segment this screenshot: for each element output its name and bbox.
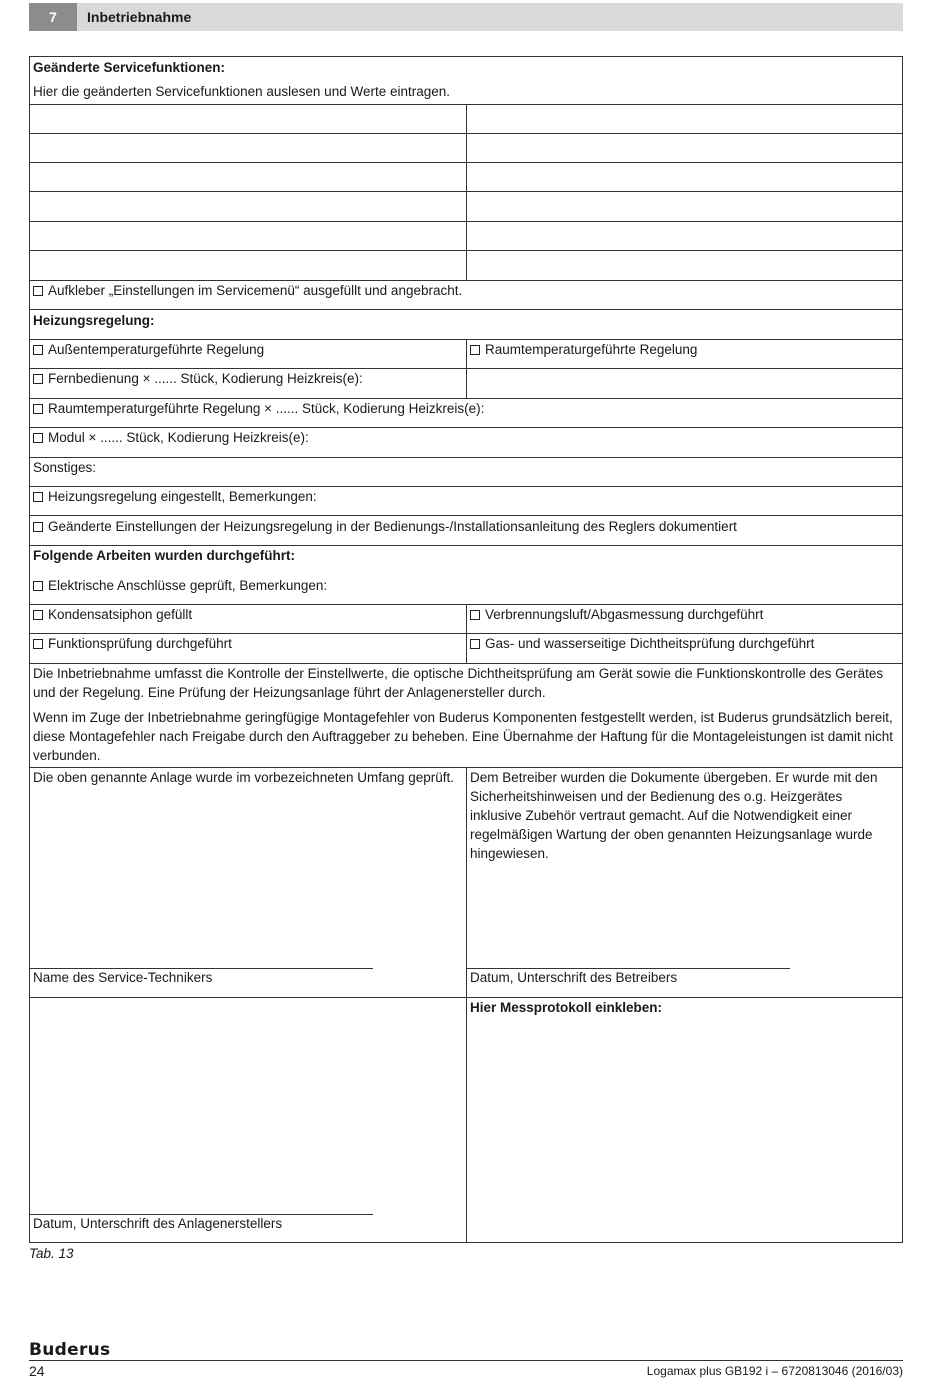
checkbox[interactable] — [33, 404, 43, 414]
checkbox[interactable] — [33, 581, 43, 591]
table-caption: Tab. 13 — [29, 1246, 74, 1261]
row-divider — [30, 457, 902, 458]
chapter-title: Inbetriebnahme — [87, 9, 192, 25]
column-divider — [466, 104, 467, 280]
outdoor-control-check[interactable] — [33, 341, 264, 359]
row-divider — [30, 309, 902, 310]
checkbox[interactable] — [33, 286, 43, 296]
assembly-fault-note: Wenn im Zuge der Inbetriebnahme geringfügige Montagefehler von Buderus Komponenten festgestellt werden, ist Buderus grundsätzlich bereit, diese Montagefehler nach Freigabe durch den Auftraggeber zu beheben. Eine Übernahme der Haftung für die Montageleistungen ist damit nicht verbunden. — [33, 710, 894, 763]
siphon-check[interactable] — [33, 606, 192, 624]
remote-control-label: Fernbedienung × ...... Stück, Kodierung Heizkreis(e): — [48, 371, 363, 386]
sticker-label: Aufkleber „Einstellungen im Servicemenü“ ausgefüllt und angebracht. — [48, 283, 463, 298]
service-functions-title: Geänderte Servicefunktionen: — [33, 60, 226, 75]
row-divider — [30, 427, 902, 428]
operator-signature-label: Datum, Unterschrift des Betreibers — [470, 970, 678, 985]
electrical-check[interactable] — [33, 577, 327, 595]
row-divider — [30, 633, 902, 634]
electrical-label: Elektrische Anschlüsse geprüft, Bemerkungen: — [48, 578, 328, 593]
room-control-count-label: Raumtemperaturgeführte Regelung × ...... Stück, Kodierung Heizkreis(e): — [48, 401, 485, 416]
chapter-number: 7 — [29, 3, 77, 31]
checkbox[interactable] — [470, 345, 480, 355]
checkbox[interactable] — [33, 345, 43, 355]
checkbox[interactable] — [33, 492, 43, 502]
commissioning-form — [29, 56, 903, 1243]
siphon-label: Kondensatsiphon gefüllt — [48, 607, 193, 622]
module-label: Modul × ...... Stück, Kodierung Heizkreis(e): — [48, 430, 309, 445]
combustion-check[interactable] — [470, 606, 763, 624]
remote-control-check[interactable] — [33, 370, 363, 388]
other-label: Sonstiges: — [33, 460, 97, 475]
document-reference: Logamax plus GB192 i – 6720813046 (2016/03) — [646, 1364, 903, 1378]
combustion-label: Verbrennungsluft/Abgasmessung durchgeführt — [485, 607, 764, 622]
leak-test-label: Gas- und wasserseitige Dichtheitsprüfung durchgeführt — [485, 636, 815, 651]
control-set-check[interactable] — [33, 488, 317, 506]
checkbox[interactable] — [470, 639, 480, 649]
function-test-check[interactable] — [33, 635, 232, 653]
checkbox[interactable] — [33, 374, 43, 384]
page-number: 24 — [29, 1363, 45, 1379]
checkbox[interactable] — [470, 610, 480, 620]
room-control-count-check[interactable] — [33, 400, 484, 418]
service-functions-instruction: Hier die geänderten Servicefunktionen auslesen und Werte eintragen. — [33, 84, 451, 99]
row-divider — [30, 486, 902, 487]
work-performed-title: Folgende Arbeiten wurden durchgeführt: — [33, 548, 295, 563]
row-divider — [30, 545, 902, 546]
module-check[interactable] — [33, 429, 309, 447]
technician-name-label: Name des Service-Technikers — [33, 970, 213, 985]
room-control-check[interactable] — [470, 341, 697, 359]
sticker-check[interactable] — [33, 282, 462, 300]
checkbox[interactable] — [33, 433, 43, 443]
system-checked-statement: Die oben genannte Anlage wurde im vorbezeichneten Umfang geprüft. — [33, 770, 455, 785]
row-divider — [30, 368, 902, 369]
settings-documented-check[interactable] — [33, 518, 737, 536]
column-divider — [466, 767, 467, 1243]
measurement-protocol-label: Hier Messprotokoll einkleben: — [470, 1000, 663, 1015]
checkbox[interactable] — [33, 610, 43, 620]
chapter-header — [29, 3, 903, 31]
leak-test-check[interactable] — [470, 635, 814, 653]
function-test-label: Funktionsprüfung durchgeführt — [48, 636, 232, 651]
operator-handover-statement: Dem Betreiber wurden die Dokumente übergeben. Er wurde mit den Sicherheitshinweisen und der Bedienung des o.g. Heizgerätes inklusive Zubehör vertraut gemacht. Auf die Notwendigkeit einer regelmäßigen Wartung der oben genannten Heizungsanlage wurde hingewiesen. — [470, 770, 878, 861]
checkbox[interactable] — [33, 639, 43, 649]
installer-signature-label: Datum, Unterschrift des Anlagenerstellers — [33, 1216, 283, 1231]
checkbox[interactable] — [33, 522, 43, 532]
room-control-label: Raumtemperaturgeführte Regelung — [485, 342, 698, 357]
row-divider — [30, 280, 902, 281]
settings-documented-label: Geänderte Einstellungen der Heizungsregelung in der Bedienungs-/Installationsanleitung des Reglers dokumentiert — [48, 519, 737, 534]
footer-divider — [29, 1360, 903, 1361]
brand-logo: Buderus — [29, 1340, 111, 1360]
row-divider — [30, 398, 902, 399]
row-divider — [30, 997, 902, 998]
control-set-label: Heizungsregelung eingestellt, Bemerkungen: — [48, 489, 317, 504]
outdoor-control-label: Außentemperaturgeführte Regelung — [48, 342, 265, 357]
row-divider — [30, 515, 902, 516]
heating-control-title: Heizungsregelung: — [33, 313, 155, 328]
commissioning-scope-note: Die Inbetriebnahme umfasst die Kontrolle der Einstellwerte, die optische Dichtheitsprüfung am Gerät sowie die Funktionskontrolle des Gerätes und der Regelung. Eine Prüfung der Heizungsanlage führt der Anlagenersteller durch. — [33, 666, 884, 700]
